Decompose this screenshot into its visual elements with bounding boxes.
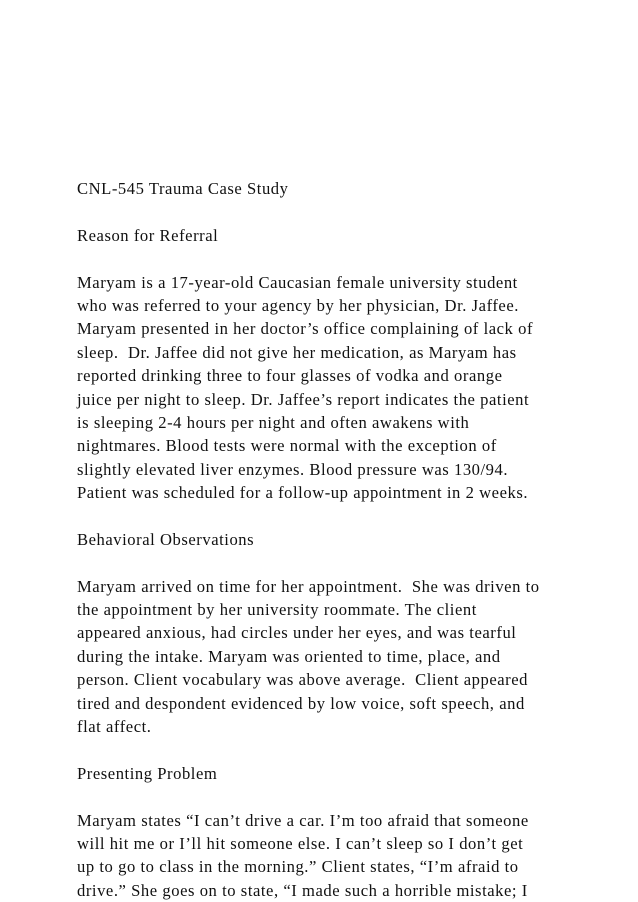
paragraph-line: flat affect. [77, 716, 152, 736]
section-heading-reason-for-referral: Reason for Referral [77, 225, 219, 245]
paragraph-line: tired and despondent evidenced by low voice, soft speech, and [77, 693, 525, 713]
paragraph-line: is sleeping 2-4 hours per night and often awakens with [77, 412, 470, 432]
spacer [77, 247, 577, 270]
paragraph-line: Maryam states “I can’t drive a car. I’m too afraid that someone [77, 810, 529, 830]
paragraph-line: slightly elevated liver enzymes. Blood pressure was 130/94. [77, 459, 509, 479]
spacer [77, 200, 577, 223]
document-body [77, 177, 577, 902]
paragraph-line: up to go to class in the morning.” Client states, “I’m afraid to [77, 857, 519, 877]
paragraph-line: will hit me or I’ll hit someone else. I can’t sleep so I don’t get [77, 833, 524, 853]
paragraph-line: Maryam arrived on time for her appointment. She was driven to [77, 576, 540, 596]
paragraph-line: juice per night to sleep. Dr. Jaffee’s report indicates the patient [77, 389, 530, 409]
paragraph-line: sleep. Dr. Jaffee did not give her medication, as Maryam has [77, 342, 517, 362]
section-reason-for-referral [77, 271, 577, 505]
paragraph-line: the appointment by her university roommate. The client [77, 600, 477, 620]
paragraph-line: Patient was scheduled for a follow-up appointment in 2 weeks. [77, 483, 529, 503]
spacer [77, 785, 577, 808]
paragraph-line: who was referred to your agency by her physician, Dr. Jaffee. [77, 295, 519, 315]
section-behavioral-observations [77, 575, 577, 739]
spacer [77, 551, 577, 574]
paragraph-line: Maryam is a 17-year-old Caucasian female university student [77, 272, 518, 292]
paragraph-line: during the intake. Maryam was oriented to time, place, and [77, 646, 501, 666]
document-title: CNL-545 Trauma Case Study [77, 179, 289, 198]
paragraph-line: person. Client vocabulary was above average. Client appeared [77, 670, 528, 690]
section-heading-presenting-problem: Presenting Problem [77, 763, 218, 783]
paragraph-line: Maryam presented in her doctor’s office complaining of lack of [77, 319, 534, 339]
paragraph-line: appeared anxious, had circles under her eyes, and was tearful [77, 623, 517, 643]
section-heading-behavioral-observations: Behavioral Observations [77, 529, 255, 549]
section-presenting-problem [77, 809, 577, 902]
paragraph-line: drive.” She goes on to state, “I made such a horrible mistake; I [77, 880, 528, 900]
paragraph-line: nightmares. Blood tests were normal with the exception of [77, 436, 497, 456]
paragraph-line: reported drinking three to four glasses of vodka and orange [77, 366, 503, 386]
spacer [77, 504, 577, 527]
spacer [77, 738, 577, 761]
